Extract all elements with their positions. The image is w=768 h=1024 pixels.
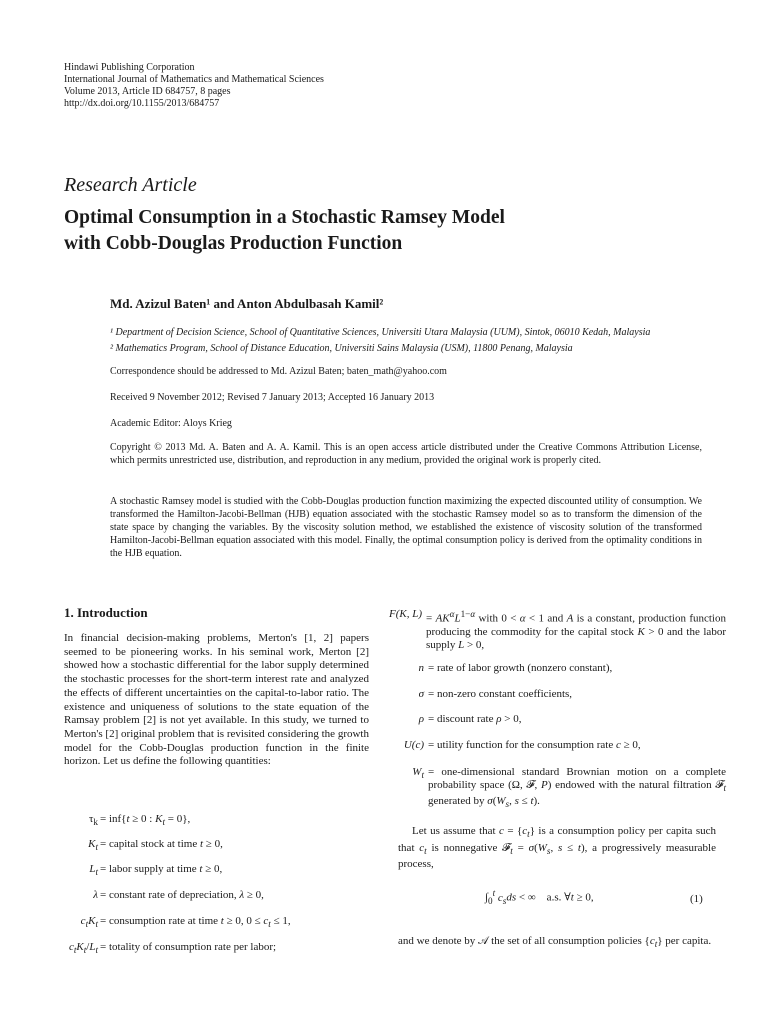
doi-link[interactable]: http://dx.doi.org/10.1155/2013/684757 — [64, 98, 220, 109]
definition-text: = labor supply at time t ≥ 0, — [100, 863, 223, 875]
article-type: Research Article — [64, 174, 197, 196]
equation-1: $\int_0^t$ $c_sds$ < ∞ a.s. ∀t ≥ 0, — [485, 888, 594, 906]
definition-symbol: $c_tK_t/L_t$ — [68, 941, 98, 956]
affiliation-2: ² Mathematics Program, School of Distance Education, Universiti Sains Malaysia (USM), 11800 Penang, Malaysia — [110, 343, 573, 354]
affiliation-1: ¹ Department of Decision Science, School of Quantitative Sciences, Universiti Utara Malaysia (UUM), Sintok, 06010 Kedah, Malaysia — [110, 327, 651, 338]
definition-symbol: $L_t$ — [89, 863, 98, 878]
dates: Received 9 November 2012; Revised 7 January 2013; Accepted 16 January 2013 — [110, 392, 435, 403]
definition-symbol: $c_tK_t$ — [80, 915, 98, 930]
section-heading: 1. Introduction — [64, 605, 148, 620]
authors: Md. Azizul Baten¹ and Anton Abdulbasah Kamil² — [110, 296, 384, 311]
definition-symbol: $K_t$ — [88, 838, 98, 853]
definition-text: = totality of consumption rate per labor; — [100, 941, 277, 953]
definition-text: = consumption rate at time t ≥ 0, $0 \le c_t \le 1$, — [100, 915, 291, 930]
paper-title — [64, 205, 724, 257]
abstract: A stochastic Ramsey model is studied with the Cobb-Douglas production function maximizing the expected discounted utility of consumption. We transformed the Hamilton-Jacobi-Bellman (HJB) equation associated with the stochastic Ramsey model so as to transform the dimension of the state space by changing the variables. By the viscosity solution method, we established the existence of viscosity solution of the transformed Hamilton-Jacobi-Bellman equation associated with this model. Finally, the optimal consumption policy is derived from the optimality conditions in the HJB equation. — [110, 496, 702, 559]
title-line-1: Optimal Consumption in a Stochastic Ramsey Model — [64, 207, 505, 228]
definition-text: = capital stock at time t ≥ 0, — [100, 838, 223, 850]
journal-header — [64, 62, 324, 110]
affiliations — [110, 325, 730, 357]
publisher: Hindawi Publishing Corporation — [64, 62, 195, 73]
definition-text: = constant rate of depreciation, λ ≥ 0, — [100, 889, 264, 901]
definition-symbol: $W_t$ — [412, 766, 424, 781]
definition-symbol: $\tau_k$ — [89, 813, 98, 828]
definition-text: = one-dimensional standard Brownian motion on a complete probability space (Ω, 𝓕, P) endowed with the natural filtration 𝓕$_t$ generated by $\sigma(W_s$, s ≤ t). — [428, 766, 727, 810]
journal-name: International Journal of Mathematics and Mathematical Sciences — [64, 74, 324, 85]
definition-symbol: n — [418, 662, 424, 674]
copyright: Copyright © 2013 Md. A. Baten and A. A. Kamil. This is an open access article distributed under the Creative Commons Attribution License, which permits unrestricted use, distribution, and reproduction in any medium, provided the original work is properly cited. — [110, 442, 702, 466]
closing-paragraph: and we denote by 𝒜 the set of all consumption policies $\{c_t\}$ per capita. — [398, 935, 712, 950]
definition-symbol: ρ — [418, 713, 424, 725]
volume-info: Volume 2013, Article ID 684757, 8 pages — [64, 86, 231, 97]
definition-symbol: F(K, L) — [388, 608, 422, 620]
definition-text: = discount rate ρ > 0, — [428, 713, 522, 725]
definition-text: = $AK^\alpha L^{1-\alpha}$ with 0 < α < 1 and A is a constant, production function producing the commodity for the capital stock K > 0 and the labor supply L > 0, — [426, 609, 726, 651]
definition-text: = inf{t ≥ 0 : $K_t = 0$}, — [100, 813, 191, 828]
definition-text: = non-zero constant coefficients, — [428, 688, 573, 700]
title-line-2: with Cobb-Douglas Production Function — [64, 233, 403, 254]
academic-editor: Academic Editor: Aloys Krieg — [110, 418, 232, 429]
definition-symbol: λ — [93, 889, 98, 901]
definition-text: = utility function for the consumption rate c ≥ 0, — [428, 739, 641, 751]
definition-symbol: σ — [418, 688, 424, 700]
equation-number: (1) — [690, 893, 703, 905]
definition-text: = rate of labor growth (nonzero constant), — [428, 662, 613, 674]
definition-symbol: U(c) — [403, 739, 424, 751]
consumption-policy-paragraph: Let us assume that $c = \{c_t\}$ is a consumption policy per capita such that $c_t$ is nonnegative 𝓕$_t$ = $\sigma(W_s$, s ≤ t), a progressively measurable process, — [398, 825, 716, 871]
intro-paragraph: In financial decision-making problems, Merton's [1, 2] papers seemed to be pioneering works. In his seminal work, Merton [2] showed how a stochastic differential for the labor supply determined the stochastic processes for the short-term interest rate and analyzed the effects of different uncertainties on the capital-to-labor ratio. The existence and uniqueness of solutions to the state equation of the Ramsay problem [2] is not yet available. In this study, we turned to Merton's [2] original problem that is revisited considering the growth model for the Cobb-Douglas production function in the finite horizon. Let us define the following quantities: — [64, 632, 369, 768]
correspondence: Correspondence should be addressed to Md. Azizul Baten; baten_math@yahoo.com — [110, 366, 447, 377]
